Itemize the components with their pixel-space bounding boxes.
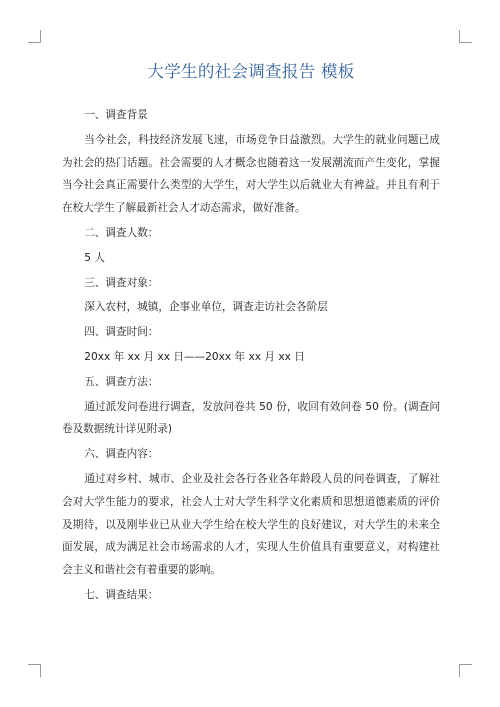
section-heading: 二、调查人数： [84,226,159,239]
crop-mark-bottom-right [459,664,472,677]
crop-mark-top-left [28,30,41,43]
section-heading: 三、调查对象： [84,276,159,289]
section-body: 通过对乡村、城市、企业及社会各行各业各年龄段人员的问卷调查，了解社会对大学生能力的要求，社会人士对大学生科学文化素质和思想道德素质的评价及期待，以及刚毕业已从业大学生给在校大学生的良好建议，对大学生的未来全面发展，成为满足社会市场需求的人才，实现人生价值具有重要意义，对构建社会主义和谐社会有着重要的影响。 [62,472,440,577]
section-heading: 五、调查方法： [84,375,159,388]
section-content [62,443,440,582]
section-heading: 七、调查结果： [84,588,159,601]
section-results [62,584,440,607]
section-body: 5 人 [84,251,105,264]
section-body: 通过派发问卷进行调查，发放问卷共 50 份，收回有效问卷 50 份。(调查问卷及数据统计详见附录) [62,400,440,436]
crop-mark-top-right [459,30,472,43]
section-heading: 一、调查背景 [84,109,148,121]
section-subjects [62,272,440,320]
section-body: 20xx 年 xx 月 xx 日——20xx 年 xx 月 xx 日 [84,350,305,363]
crop-mark-bottom-left [28,664,41,677]
document-page [62,58,440,609]
section-body: 深入农村，城镇，企事业单位，调查走访社会各阶层 [84,301,328,314]
section-heading: 六、调查内容： [84,448,159,461]
document-title: 大学生的社会调查报告 模板 [147,62,355,81]
section-time [62,321,440,369]
section-heading: 四、调查时间： [84,326,159,339]
section-headcount [62,222,440,270]
section-background [62,104,440,220]
section-method [62,371,440,441]
section-body: 当今社会，科技经济发展飞速，市场竞争日益激烈。大学生的就业问题已成为社会的热门话题。社会需要的人才概念也随着这一发展潮流而产生变化，掌握当今社会真正需要什么类型的大学生，对大学生以后就业大有裨益。并且有利于在校大学生了解最新社会人才动态需求，做好准备。 [62,133,440,215]
